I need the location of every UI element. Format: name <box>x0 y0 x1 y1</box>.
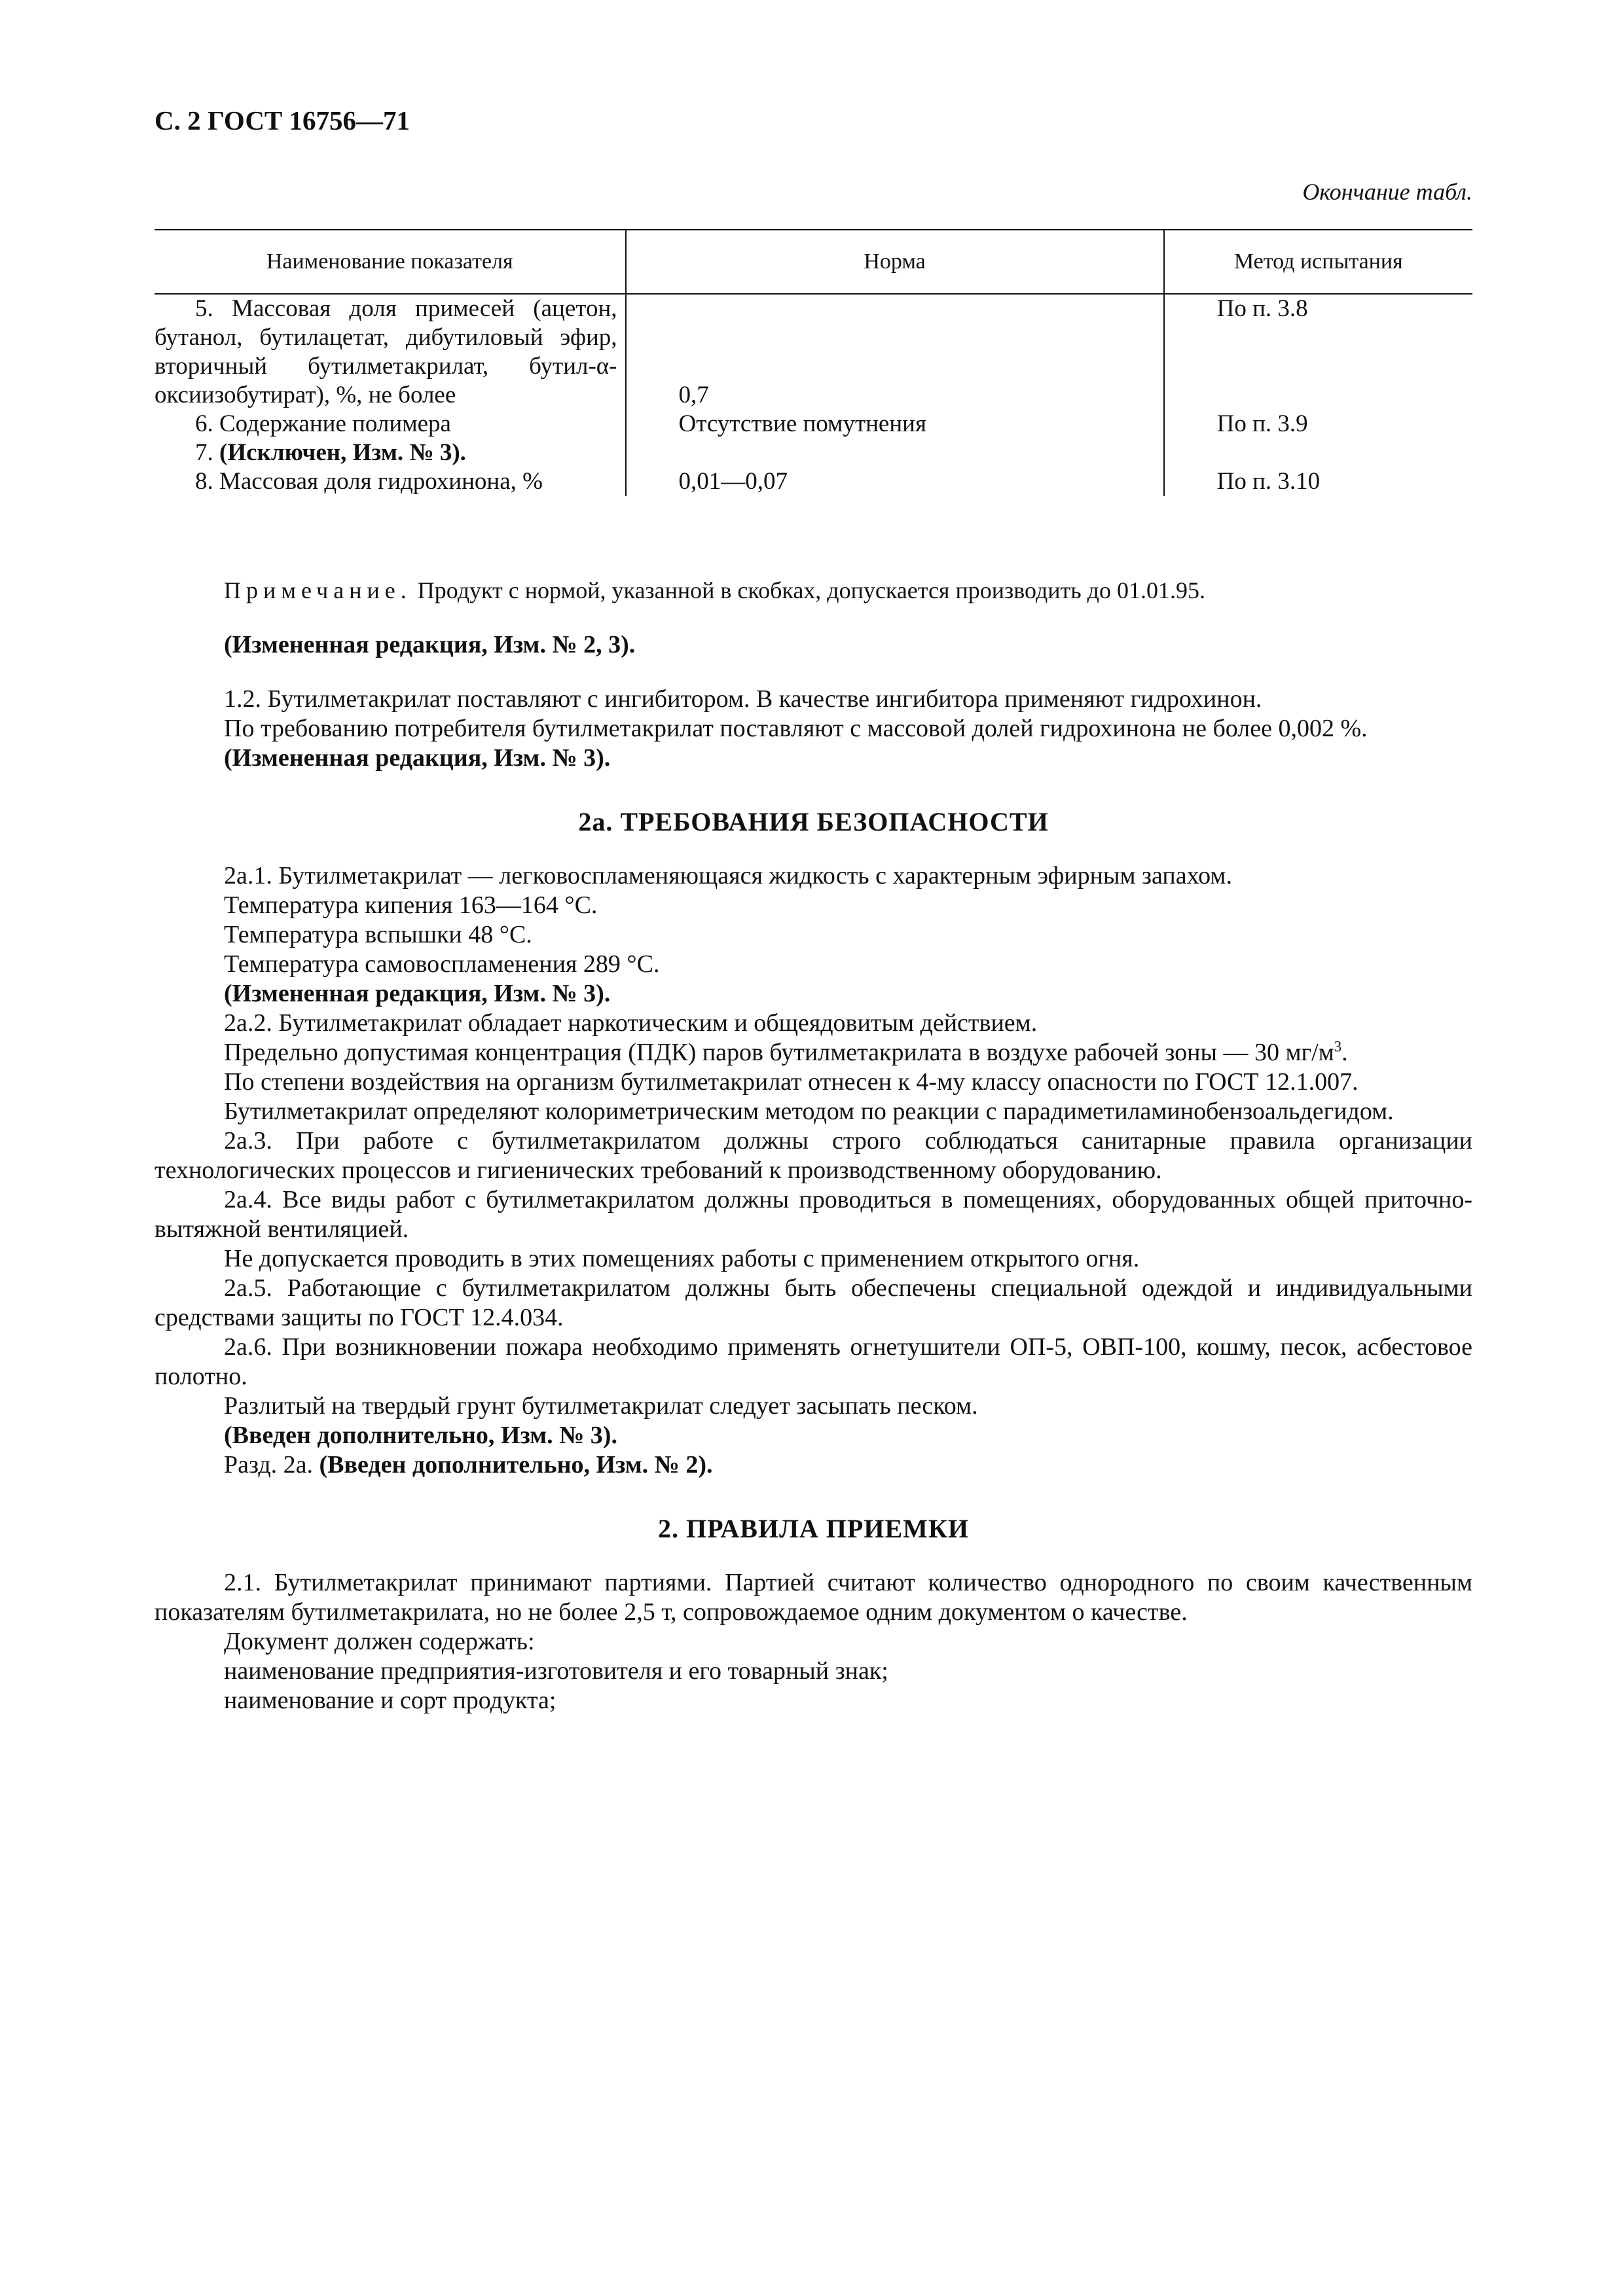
section-amendment-bold: (Введен дополнительно, Изм. № 2). <box>319 1451 713 1479</box>
table-row <box>155 467 1472 496</box>
table-row <box>155 439 1472 467</box>
paragraph: Бутилметакрилат определяют колориметрическим методом по реакции с парадиметиламинобензоальдегидом. <box>224 1098 1394 1125</box>
paragraph: По степени воздействия на организм бутилметакрилат отнесен к 4-му классу опасности по ГОСТ 12.1.007. <box>224 1068 1359 1096</box>
paragraph-2a-4: 2а.4. Все виды работ с бутилметакрилатом должны проводиться в помещениях, оборудованных общей приточно-вытяжной вентиляцией. <box>155 1186 1472 1243</box>
row-number: 7. <box>195 439 219 466</box>
table-cell-norm: 0,7 <box>626 294 1164 410</box>
table-cell-method <box>1164 439 1472 467</box>
table-row <box>155 294 1472 410</box>
table-cell-norm: Отсутствие помутнения <box>626 410 1164 439</box>
amendment-note: (Измененная редакция, Изм. № 3). <box>224 744 611 772</box>
paragraph-2a-1: 2а.1. Бутилметакрилат — легковоспламеняющаяся жидкость с характерным эфирным запахом. <box>224 862 1232 889</box>
table-cell-norm: 0,01—0,07 <box>626 467 1164 496</box>
pdk-superscript: 3 <box>1334 1038 1342 1055</box>
paragraph-pdk <box>155 1038 1472 1067</box>
paragraph: Температура самовоспламенения 289 °С. <box>224 950 660 978</box>
table-cell-indicator: 8. Массовая доля гидрохинона, % <box>195 468 543 495</box>
paragraph-2a-2: 2а.2. Бутилметакрилат обладает наркотическим и общеядовитым действием. <box>224 1009 1038 1037</box>
table-cell-indicator: 5. Массовая доля примесей (ацетон, бутанол, бутилацетат, дибутиловый эфир, вторичный бутилметакрилат, бутил-α-оксиизобутират), %, не более <box>155 295 617 408</box>
page-header: С. 2 ГОСТ 16756—71 <box>155 105 410 135</box>
table-cell-indicator <box>155 439 626 467</box>
column-header-indicator: Наименование показателя <box>155 230 626 294</box>
paragraph: Не допускается проводить в этих помещениях работы с применением открытого огня. <box>224 1245 1140 1272</box>
table-note <box>155 576 1472 605</box>
table-cell-norm <box>626 439 1164 467</box>
amendment-note: (Измененная редакция, Изм. № 2, 3). <box>224 631 636 658</box>
table-cell-method: По п. 3.10 <box>1216 468 1321 495</box>
paragraph-2-1: 2.1. Бутилметакрилат принимают партиями. Партией считают количество однородного по своим качественным показателям бутилметакрилата, но не более 2,5 т, сопровождаемое одним документом о качестве. <box>155 1569 1472 1626</box>
section-ref: Разд. 2а. <box>224 1451 319 1479</box>
note-text: Продукт с нормой, указанной в скобках, допускается производить до 01.01.95. <box>411 577 1205 603</box>
section-title-acceptance: 2. ПРАВИЛА ПРИЕМКИ <box>657 1514 969 1543</box>
table-cell-method: По п. 3.9 <box>1216 410 1308 437</box>
paragraph: Разлитый на твердый грунт бутилметакрилат следует засыпать песком. <box>224 1392 978 1420</box>
paragraph: наименование предприятия-изготовителя и его товарный знак; <box>224 1657 888 1685</box>
amendment-note: (Измененная редакция, Изм. № 3). <box>224 980 611 1007</box>
paragraph-2a-6: 2а.6. При возникновении пожара необходимо применять огнетушители ОП-5, ОВП-100, кошму, песок, асбестовое полотно. <box>155 1333 1472 1390</box>
table-row <box>155 410 1472 439</box>
paragraph-2a-3: 2а.3. При работе с бутилметакрилатом должны строго соблюдаться санитарные правила организации технологических процессов и гигиенических требований к производственному оборудованию. <box>155 1127 1472 1184</box>
column-header-norm: Норма <box>626 230 1164 294</box>
paragraph: Документ должен содержать: <box>224 1628 535 1655</box>
specification-table <box>155 229 1472 496</box>
paragraph-2a-5: 2а.5. Работающие с бутилметакрилатом должны быть обеспечены специальной одеждой и индивидуальными средствами защиты по ГОСТ 12.4.034. <box>155 1274 1472 1331</box>
excluded-note: (Исключен, Изм. № 3). <box>219 439 466 466</box>
table-cell-method: По п. 3.8 <box>1216 295 1308 322</box>
paragraph: Температура кипения 163—164 °С. <box>224 891 598 919</box>
table-cell-indicator: 6. Содержание полимера <box>195 410 451 437</box>
note-label: Примечание. <box>224 577 412 603</box>
column-header-method: Метод испытания <box>1164 230 1472 294</box>
paragraph: наименование и сорт продукта; <box>224 1687 556 1714</box>
amendment-note: (Введен дополнительно, Изм. № 3). <box>224 1422 617 1449</box>
section-title-safety: 2а. ТРЕБОВАНИЯ БЕЗОПАСНОСТИ <box>578 807 1049 836</box>
document-body <box>155 576 1472 1715</box>
pdk-text: Предельно допустимая концентрация (ПДК) паров бутилметакрилата в воздухе рабочей зоны — 30 мг/м <box>224 1039 1334 1066</box>
paragraph: По требованию потребителя бутилметакрилат поставляют с массовой долей гидрохинона не более 0,002 %. <box>224 715 1368 742</box>
paragraph: Температура вспышки 48 °С. <box>224 921 532 948</box>
table-continuation-label: Окончание табл. <box>1302 179 1472 205</box>
pdk-period: . <box>1341 1039 1348 1066</box>
table-header-row <box>155 230 1472 294</box>
paragraph-1-2: 1.2. Бутилметакрилат поставляют с ингибитором. В качестве ингибитора применяют гидрохинон. <box>224 685 1262 713</box>
section-amendment <box>155 1450 1472 1480</box>
